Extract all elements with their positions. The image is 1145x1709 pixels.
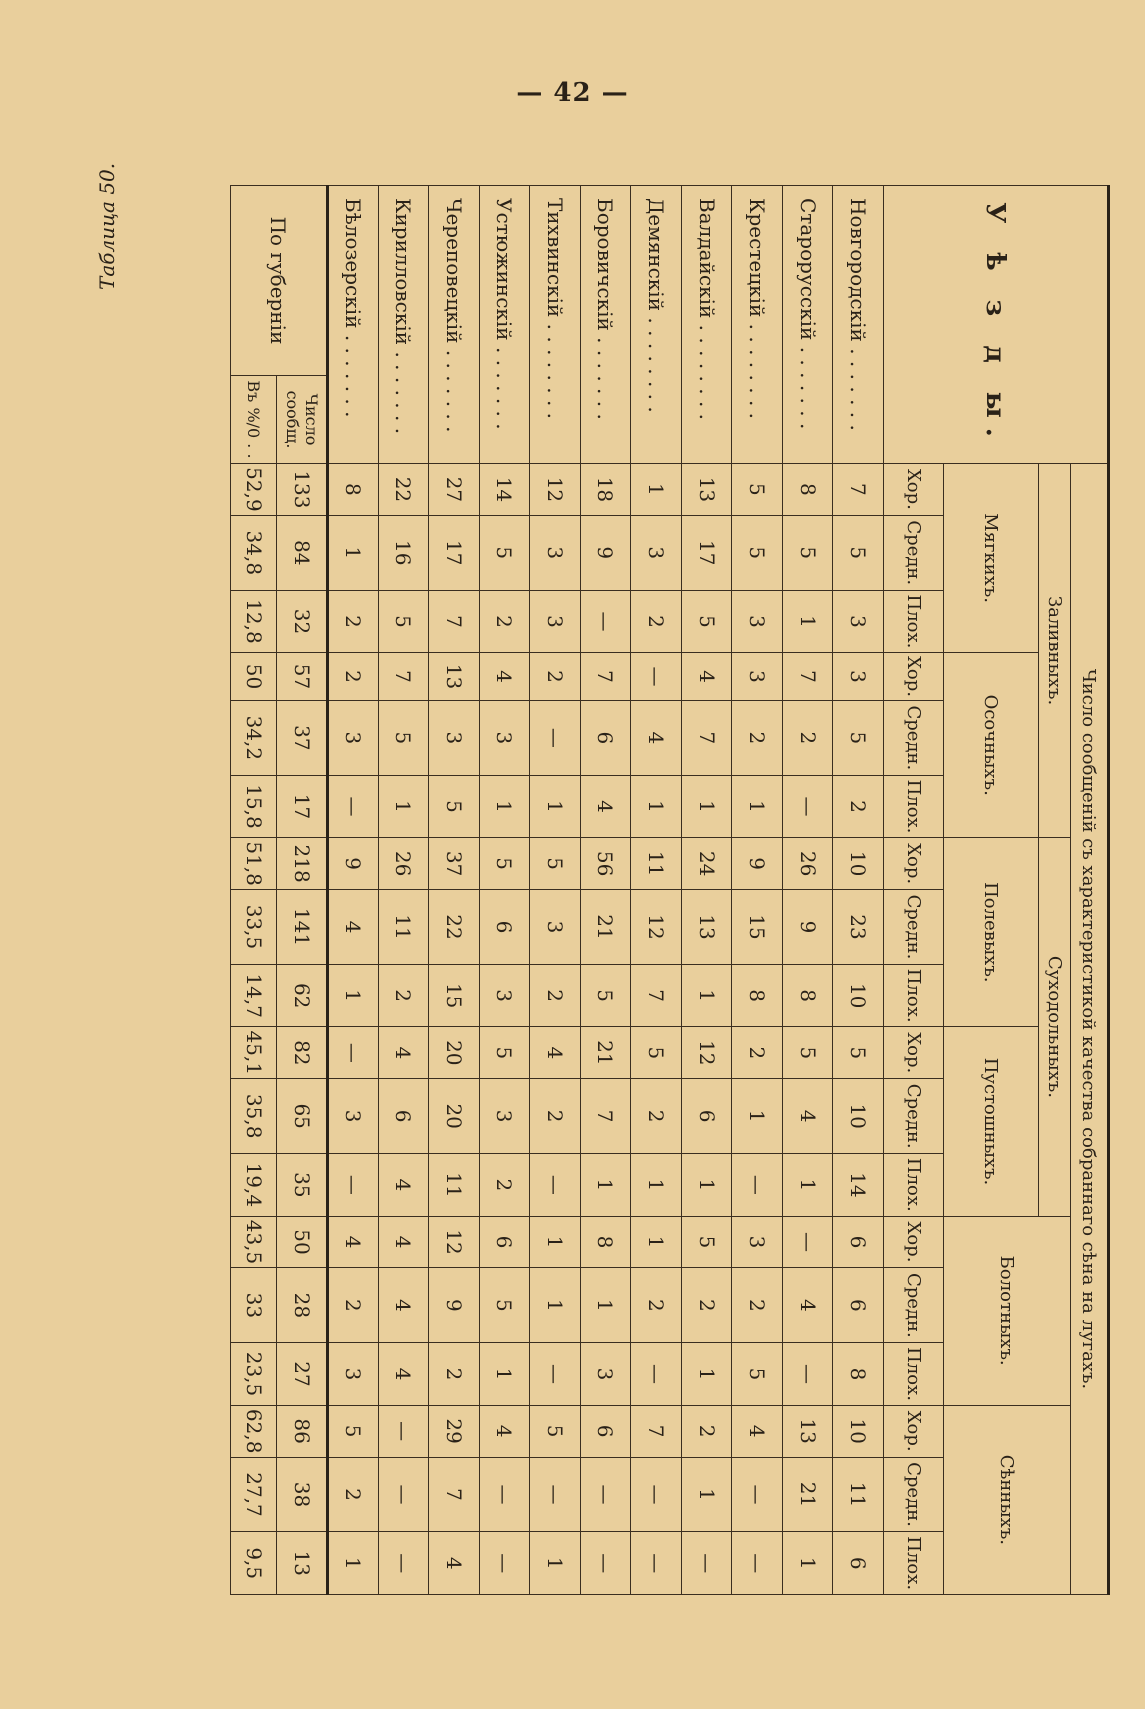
table-cell: — (580, 590, 631, 652)
table-cell: 2 (429, 1343, 480, 1405)
table-cell: 4 (782, 1268, 833, 1343)
table-cell: — (782, 775, 833, 837)
table-cell: 1 (782, 590, 833, 652)
table-cell: 6 (479, 1216, 530, 1268)
table-cell: 1 (681, 775, 732, 837)
table-cell: 8 (732, 964, 783, 1026)
subheader-khor: Хор. (884, 838, 944, 890)
table-cell: 1 (580, 1268, 631, 1343)
table-cell: 2 (732, 1268, 783, 1343)
subheader-khor: Хор. (884, 653, 944, 701)
table-cell: 10 (833, 838, 884, 890)
table-cell: 9 (429, 1268, 480, 1343)
table-cell: — (479, 1457, 530, 1532)
table-cell: 1 (631, 1216, 682, 1268)
table-cell: 2 (732, 1027, 783, 1079)
table-cell: 5 (732, 515, 783, 590)
total-percent-cell: 51,8 (231, 838, 277, 890)
hay-quality-table (230, 185, 1110, 1595)
table-cell: 29 (429, 1405, 480, 1457)
table-cell: 14 (479, 464, 530, 516)
table-cell: 12 (429, 1216, 480, 1268)
table-cell: 1 (631, 775, 682, 837)
total-percent-cell: 14,7 (231, 964, 277, 1026)
table-cell: 1 (580, 1154, 631, 1216)
table-cell: 3 (327, 1079, 378, 1154)
table-cell: 1 (782, 1532, 833, 1595)
table-cell: 5 (479, 838, 530, 890)
table-cell: 12 (631, 890, 682, 965)
table-cell: 7 (782, 653, 833, 701)
total-percent-cell: 27,7 (231, 1457, 277, 1532)
table-cell: — (378, 1532, 429, 1595)
total-percent-cell: 19,4 (231, 1154, 277, 1216)
uezd-name: Боровичскій . . . . . . . (580, 186, 631, 464)
table-cell: 4 (378, 1027, 429, 1079)
table-cell: 22 (429, 890, 480, 965)
table-cell: 4 (631, 700, 682, 775)
table-cell: 7 (833, 464, 884, 516)
total-count-cell: 35 (277, 1154, 328, 1216)
table-row (580, 186, 631, 1595)
table-cell: 3 (631, 515, 682, 590)
table-cell: 7 (429, 1457, 480, 1532)
sennye-header: Сѣнныхъ. (944, 1405, 1071, 1594)
table-cell: 2 (530, 1079, 581, 1154)
subheader-plokh: Плох. (884, 964, 944, 1026)
table-row (681, 186, 732, 1595)
table-cell: 5 (732, 1343, 783, 1405)
table-row (378, 186, 429, 1595)
table-cell: 8 (327, 464, 378, 516)
table-body (231, 186, 884, 1595)
table-row (327, 186, 378, 1595)
total-count-cell: 84 (277, 515, 328, 590)
table-cell: 1 (327, 1532, 378, 1595)
table-cell: 6 (378, 1079, 429, 1154)
table-cell: 16 (378, 515, 429, 590)
table-cell: 4 (479, 653, 530, 701)
total-percent-cell: 33 (231, 1268, 277, 1343)
table-cell: 10 (833, 964, 884, 1026)
page-number: — 42 — (516, 78, 629, 108)
table-cell: 12 (681, 1027, 732, 1079)
table-cell: 2 (833, 775, 884, 837)
subheader-sredn: Средн. (884, 700, 944, 775)
table-cell: 5 (327, 1405, 378, 1457)
table-cell: 4 (580, 775, 631, 837)
total-count-cell: 82 (277, 1027, 328, 1079)
statistics-table-rotated (230, 185, 1110, 1595)
table-cell: 21 (580, 1027, 631, 1079)
uezd-name: Бѣлозерскій . . . . . . . (327, 186, 378, 464)
table-cell: 7 (631, 1405, 682, 1457)
table-cell: 8 (833, 1343, 884, 1405)
subheader-khor: Хор. (884, 464, 944, 516)
table-cell: 3 (530, 515, 581, 590)
table-cell: 10 (833, 1079, 884, 1154)
table-caption: Таблица 50. (95, 162, 119, 290)
table-cell: — (580, 1532, 631, 1595)
total-count-cell: 17 (277, 775, 328, 837)
table-cell: 1 (681, 964, 732, 1026)
total-count-cell: 28 (277, 1268, 328, 1343)
sukhodolnye-header: Суходольныхъ. (1039, 838, 1071, 1216)
table-cell: 5 (479, 1268, 530, 1343)
table-cell: 7 (580, 1079, 631, 1154)
table-cell: — (530, 1457, 581, 1532)
table-cell: 3 (530, 590, 581, 652)
table-cell: 1 (530, 1268, 581, 1343)
pustoshnye-header: Пустошныхъ. (944, 1027, 1039, 1216)
table-row (530, 186, 581, 1595)
table-row (631, 186, 682, 1595)
uezd-name: Кирилловскій . . . . . . . (378, 186, 429, 464)
total-count-cell: 27 (277, 1343, 328, 1405)
table-cell: 5 (833, 1027, 884, 1079)
table-cell: 2 (378, 964, 429, 1026)
table-cell: — (732, 1154, 783, 1216)
table-row (732, 186, 783, 1595)
table-cell: — (782, 1343, 833, 1405)
table-cell: 2 (530, 653, 581, 701)
table-cell: 2 (327, 1268, 378, 1343)
table-cell: 3 (732, 590, 783, 652)
table-cell: 6 (681, 1079, 732, 1154)
table-cell: 5 (580, 964, 631, 1026)
subheader-plokh: Плох. (884, 1532, 944, 1595)
total-percent-cell: 43,5 (231, 1216, 277, 1268)
total-count-cell: 13 (277, 1532, 328, 1595)
totals-count-row (277, 186, 328, 1595)
table-cell: 2 (327, 590, 378, 652)
table-cell: 1 (782, 1154, 833, 1216)
table-cell: 2 (479, 1154, 530, 1216)
table-cell: 9 (732, 838, 783, 890)
table-cell: — (327, 1154, 378, 1216)
table-cell: 7 (378, 653, 429, 701)
table-cell: — (479, 1532, 530, 1595)
table-cell: 20 (429, 1079, 480, 1154)
table-cell: 15 (732, 890, 783, 965)
table-cell: — (378, 1405, 429, 1457)
subheader-khor: Хор. (884, 1216, 944, 1268)
total-count-cell: 38 (277, 1457, 328, 1532)
table-cell: 11 (378, 890, 429, 965)
table-cell: 27 (429, 464, 480, 516)
total-percent-cell: 34,2 (231, 700, 277, 775)
table-cell: 5 (429, 775, 480, 837)
uezd-name: Череповецкій . . . . . . . (429, 186, 480, 464)
table-cell: 4 (378, 1343, 429, 1405)
table-cell: 2 (631, 1079, 682, 1154)
table-cell: 2 (732, 700, 783, 775)
table-cell: 4 (378, 1154, 429, 1216)
table-cell: — (580, 1457, 631, 1532)
table-cell: 21 (782, 1457, 833, 1532)
polevye-header: Полевыхъ. (944, 838, 1039, 1027)
table-cell: 4 (530, 1027, 581, 1079)
table-cell: 26 (378, 838, 429, 890)
table-cell: 4 (732, 1405, 783, 1457)
table-cell: 3 (327, 700, 378, 775)
table-cell: 11 (631, 838, 682, 890)
uezdy-header: У ѣ з д ы. (884, 186, 1109, 464)
table-cell: 24 (681, 838, 732, 890)
table-cell: 20 (429, 1027, 480, 1079)
count-label: Число сообщ. (277, 376, 328, 464)
table-cell: 2 (530, 964, 581, 1026)
table-cell: 2 (681, 1405, 732, 1457)
table-cell: 1 (732, 775, 783, 837)
table-row (479, 186, 530, 1595)
main-header: Число сообщеній съ характеристикой качества собраннаго сѣна на лугахъ. (1071, 464, 1109, 1595)
table-cell: 37 (429, 838, 480, 890)
table-cell: 1 (631, 464, 682, 516)
total-percent-cell: 15,8 (231, 775, 277, 837)
table-cell: 5 (378, 590, 429, 652)
table-cell: 4 (378, 1268, 429, 1343)
uezd-name: Демянскій . . . . . . . . (631, 186, 682, 464)
subheader-plokh: Плох. (884, 1154, 944, 1216)
table-cell: — (530, 1343, 581, 1405)
table-cell: 5 (530, 838, 581, 890)
subheader-sredn: Средн. (884, 1079, 944, 1154)
subheader-plokh: Плох. (884, 775, 944, 837)
total-percent-cell: 62,8 (231, 1405, 277, 1457)
table-cell: 5 (833, 515, 884, 590)
subheader-sredn: Средн. (884, 1268, 944, 1343)
table-row (782, 186, 833, 1595)
table-cell: 6 (833, 1268, 884, 1343)
table-cell: 9 (327, 838, 378, 890)
total-count-cell: 37 (277, 700, 328, 775)
subheader-sredn: Средн. (884, 515, 944, 590)
uezd-name: Старорусскій . . . . . . . (782, 186, 833, 464)
table-cell: 10 (833, 1405, 884, 1457)
table-cell: 3 (479, 700, 530, 775)
table-cell: 4 (681, 653, 732, 701)
table-cell: 17 (429, 515, 480, 590)
table-cell: 1 (681, 1154, 732, 1216)
total-percent-cell: 12,8 (231, 590, 277, 652)
table-cell: 3 (732, 653, 783, 701)
table-row (833, 186, 884, 1595)
table-cell: 4 (429, 1532, 480, 1595)
table-cell: 11 (833, 1457, 884, 1532)
table-cell: 2 (681, 1268, 732, 1343)
table-cell: — (530, 700, 581, 775)
table-cell: 1 (479, 775, 530, 837)
table-cell: 1 (378, 775, 429, 837)
table-cell: 4 (327, 890, 378, 965)
total-count-cell: 57 (277, 653, 328, 701)
subheader-khor: Хор. (884, 1027, 944, 1079)
subheader-plokh: Плох. (884, 590, 944, 652)
total-percent-cell: 50 (231, 653, 277, 701)
table-cell: 1 (530, 1532, 581, 1595)
table-cell: 6 (833, 1216, 884, 1268)
table-cell: 8 (782, 964, 833, 1026)
table-cell: 26 (782, 838, 833, 890)
percent-label: Въ %/0 . . (231, 376, 277, 464)
table-cell: 5 (681, 1216, 732, 1268)
uezd-name: Крестецкій . . . . . . . . (732, 186, 783, 464)
uezd-name: Тихвинскій . . . . . . . . (530, 186, 581, 464)
table-cell: 5 (681, 590, 732, 652)
table-cell: 6 (580, 1405, 631, 1457)
table-row (429, 186, 480, 1595)
table-cell: 6 (833, 1532, 884, 1595)
table-cell: — (327, 775, 378, 837)
table-cell: 23 (833, 890, 884, 965)
uezd-name: Валдайскій . . . . . . . . (681, 186, 732, 464)
total-count-cell: 65 (277, 1079, 328, 1154)
table-cell: 13 (429, 653, 480, 701)
table-cell: 9 (580, 515, 631, 590)
table-cell: 2 (631, 590, 682, 652)
table-cell: 5 (782, 515, 833, 590)
table-cell: — (378, 1457, 429, 1532)
subheader-khor: Хор. (884, 1405, 944, 1457)
table-cell: 7 (580, 653, 631, 701)
total-count-cell: 218 (277, 838, 328, 890)
totals-percent-row (231, 186, 277, 1595)
table-cell: 4 (378, 1216, 429, 1268)
table-cell: 3 (833, 653, 884, 701)
table-cell: 18 (580, 464, 631, 516)
table-cell: 1 (327, 515, 378, 590)
total-percent-cell: 9,5 (231, 1532, 277, 1595)
total-percent-cell: 23,5 (231, 1343, 277, 1405)
table-cell: — (782, 1216, 833, 1268)
table-cell: 7 (681, 700, 732, 775)
total-count-cell: 50 (277, 1216, 328, 1268)
table-cell: 11 (429, 1154, 480, 1216)
total-count-cell: 141 (277, 890, 328, 965)
table-cell: — (681, 1532, 732, 1595)
table-cell: 2 (479, 590, 530, 652)
table-cell: 1 (479, 1343, 530, 1405)
table-cell: — (631, 1532, 682, 1595)
table-cell: 3 (833, 590, 884, 652)
table-cell: 5 (479, 515, 530, 590)
table-cell: 4 (327, 1216, 378, 1268)
table-cell: — (631, 1343, 682, 1405)
table-cell: 9 (782, 890, 833, 965)
table-cell: 3 (327, 1343, 378, 1405)
table-cell: — (530, 1154, 581, 1216)
table-cell: 5 (479, 1027, 530, 1079)
uezd-name: Новгородскій . . . . . . . (833, 186, 884, 464)
table-cell: 7 (631, 964, 682, 1026)
table-cell: 1 (327, 964, 378, 1026)
table-cell: 1 (530, 1216, 581, 1268)
table-cell: — (631, 653, 682, 701)
table-cell: 2 (327, 1457, 378, 1532)
osochnye-header: Осочныхъ. (944, 653, 1039, 838)
table-cell: 1 (681, 1457, 732, 1532)
table-cell: 1 (530, 775, 581, 837)
subheader-sredn: Средн. (884, 1457, 944, 1532)
table-cell: 13 (782, 1405, 833, 1457)
table-cell: 5 (732, 464, 783, 516)
table-cell: 6 (580, 700, 631, 775)
table-cell: 8 (782, 464, 833, 516)
bolotnye-header: Болотныхъ. (944, 1216, 1071, 1405)
table-cell: 7 (429, 590, 480, 652)
total-count-cell: 32 (277, 590, 328, 652)
table-cell: 3 (580, 1343, 631, 1405)
uezd-name: Устюжинскій . . . . . . . (479, 186, 530, 464)
table-cell: 3 (530, 890, 581, 965)
table-cell: 12 (530, 464, 581, 516)
table-cell: 15 (429, 964, 480, 1026)
myagkie-header: Мягкихъ. (944, 464, 1039, 653)
table-cell: 2 (782, 700, 833, 775)
zalivnye-header: Заливныхъ. (1039, 464, 1071, 838)
subheader-plokh: Плох. (884, 1343, 944, 1405)
table-cell: 56 (580, 838, 631, 890)
total-percent-cell: 33,5 (231, 890, 277, 965)
table-cell: 3 (479, 964, 530, 1026)
table-cell: 2 (327, 653, 378, 701)
table-cell: 17 (681, 515, 732, 590)
subheader-sredn: Средн. (884, 890, 944, 965)
table-cell: 2 (631, 1268, 682, 1343)
table-cell: 3 (479, 1079, 530, 1154)
table-cell: 8 (580, 1216, 631, 1268)
table-cell: 5 (782, 1027, 833, 1079)
table-cell: 5 (833, 700, 884, 775)
table-cell: 1 (681, 1343, 732, 1405)
total-count-cell: 86 (277, 1405, 328, 1457)
table-cell: 4 (782, 1079, 833, 1154)
province-total-label: По губерніи (231, 186, 328, 376)
table-cell: — (732, 1532, 783, 1595)
table-cell: 1 (732, 1079, 783, 1154)
total-percent-cell: 52,9 (231, 464, 277, 516)
total-count-cell: 133 (277, 464, 328, 516)
table-cell: 5 (378, 700, 429, 775)
table-cell: 6 (479, 890, 530, 965)
table-cell: 13 (681, 464, 732, 516)
table-cell: 21 (580, 890, 631, 965)
table-cell: 22 (378, 464, 429, 516)
table-cell: 14 (833, 1154, 884, 1216)
total-count-cell: 62 (277, 964, 328, 1026)
table-cell: 1 (631, 1154, 682, 1216)
table-cell: 3 (429, 700, 480, 775)
table-cell: 5 (631, 1027, 682, 1079)
total-percent-cell: 35,8 (231, 1079, 277, 1154)
total-percent-cell: 45,1 (231, 1027, 277, 1079)
table-cell: 13 (681, 890, 732, 965)
total-percent-cell: 34,8 (231, 515, 277, 590)
table-cell: — (732, 1457, 783, 1532)
table-cell: — (327, 1027, 378, 1079)
table-cell: 3 (732, 1216, 783, 1268)
table-cell: 5 (530, 1405, 581, 1457)
table-cell: — (631, 1457, 682, 1532)
table-cell: 4 (479, 1405, 530, 1457)
